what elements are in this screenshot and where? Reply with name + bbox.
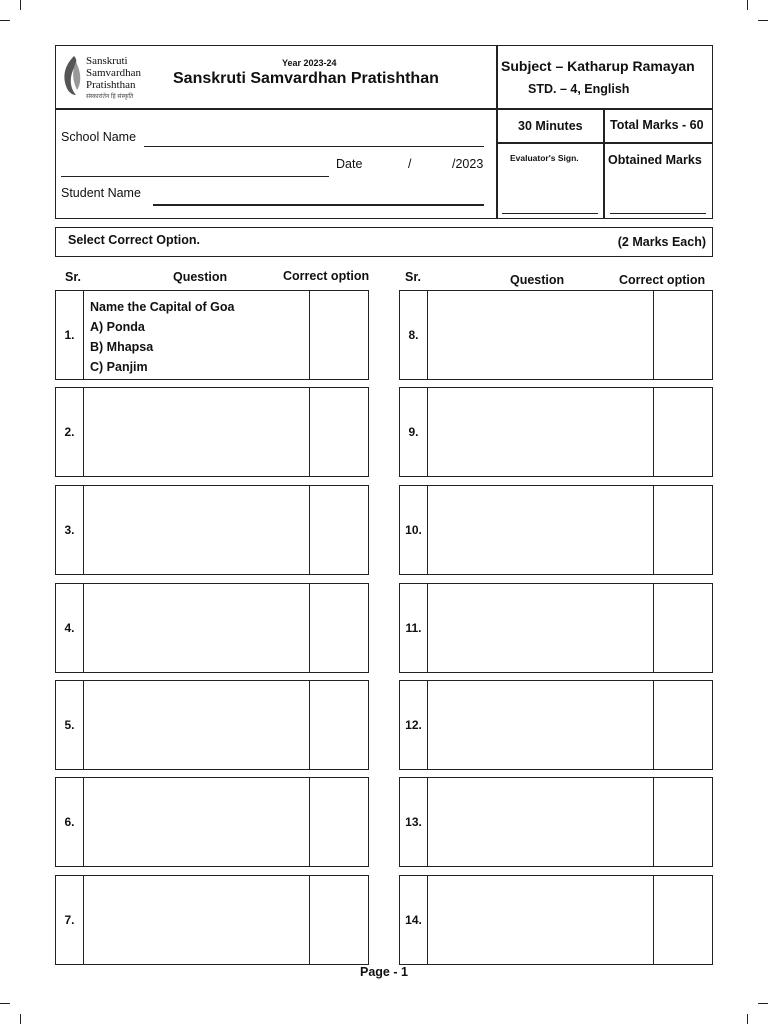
crop-mark — [747, 1014, 748, 1024]
col-correct-left: Correct option — [283, 269, 370, 283]
crop-mark — [0, 20, 10, 21]
col-question-right: Question — [510, 273, 565, 287]
obtained-marks-label: Obtained Marks — [608, 153, 702, 167]
col-correct-right: Correct option — [619, 273, 706, 287]
answer-cell[interactable] — [653, 486, 712, 574]
answer-cell[interactable] — [309, 681, 368, 769]
school-name-label: School Name — [61, 130, 137, 144]
question-box — [399, 583, 713, 673]
question-box — [399, 485, 713, 575]
question-box — [399, 680, 713, 770]
school-name-line[interactable] — [144, 146, 484, 147]
instruction-bar — [55, 227, 713, 257]
answer-cell[interactable] — [309, 778, 368, 866]
duration-label: 30 Minutes — [518, 119, 583, 133]
question-number: 11. — [400, 584, 428, 672]
answer-cell[interactable] — [309, 876, 368, 964]
question-number: 9. — [400, 388, 428, 476]
answer-cell[interactable] — [653, 291, 712, 379]
question-number: 1. — [56, 291, 84, 379]
logo-text: Sanskruti Samvardhan Pratishthan — [86, 55, 141, 91]
year-label: Year 2023-24 — [282, 58, 337, 68]
col-question-left: Question — [173, 270, 228, 284]
question-box — [55, 875, 369, 965]
question-number: 6. — [56, 778, 84, 866]
col-sr-right: Sr. — [405, 270, 421, 284]
page-number: Page - 1 — [360, 965, 408, 979]
question-line: C) Panjim — [90, 360, 148, 374]
question-number: 8. — [400, 291, 428, 379]
answer-cell[interactable] — [653, 876, 712, 964]
question-box — [55, 387, 369, 477]
question-number: 14. — [400, 876, 428, 964]
answer-cell[interactable] — [309, 388, 368, 476]
question-box — [55, 680, 369, 770]
marks-each: (2 Marks Each) — [617, 235, 706, 249]
question-box — [399, 387, 713, 477]
divider — [603, 108, 605, 218]
crop-mark — [20, 0, 21, 10]
answer-cell[interactable] — [309, 584, 368, 672]
student-name-line[interactable] — [153, 204, 484, 206]
question-box — [55, 777, 369, 867]
logo-tagline: संस्कारांतेन हि संस्कृति — [86, 94, 134, 100]
question-line: Name the Capital of Goa — [90, 300, 235, 314]
crop-mark — [758, 1003, 768, 1004]
answer-cell[interactable] — [653, 584, 712, 672]
date-label: Date — [336, 157, 363, 171]
subject-label: Subject – Katharup Ramayan — [501, 58, 695, 74]
question-number: 4. — [56, 584, 84, 672]
question-number: 10. — [400, 486, 428, 574]
crop-mark — [20, 1014, 21, 1024]
question-number: 2. — [56, 388, 84, 476]
question-box — [55, 290, 369, 380]
crop-mark — [747, 0, 748, 10]
instruction-text: Select Correct Option. — [68, 233, 200, 247]
school-name-line-2[interactable] — [61, 176, 329, 177]
date-slash[interactable]: / — [408, 157, 412, 171]
question-number: 3. — [56, 486, 84, 574]
header-box — [55, 45, 713, 219]
question-line: B) Mhapsa — [90, 340, 154, 354]
student-name-label: Student Name — [61, 186, 141, 200]
divider — [496, 142, 712, 144]
evaluator-sign-label: Evaluator's Sign. — [510, 153, 579, 163]
answer-cell[interactable] — [309, 291, 368, 379]
flame-logo-icon — [60, 54, 84, 96]
divider — [56, 108, 712, 110]
question-box — [55, 583, 369, 673]
crop-mark — [0, 1003, 10, 1004]
question-number: 5. — [56, 681, 84, 769]
question-box — [55, 485, 369, 575]
question-box — [399, 777, 713, 867]
total-marks-label: Total Marks - 60 — [610, 118, 704, 132]
answer-cell[interactable] — [653, 681, 712, 769]
org-name: Sanskruti Samvardhan Pratishthan — [173, 70, 439, 87]
obtained-marks-line[interactable] — [610, 213, 706, 214]
question-box — [399, 875, 713, 965]
question-box — [399, 290, 713, 380]
question-line: A) Ponda — [90, 320, 145, 334]
crop-mark — [758, 20, 768, 21]
logo — [60, 52, 150, 102]
question-number: 13. — [400, 778, 428, 866]
answer-cell[interactable] — [653, 778, 712, 866]
std-label: STD. – 4, English — [528, 82, 630, 96]
question-text — [90, 297, 234, 377]
date-year[interactable]: /2023 — [452, 157, 484, 171]
answer-cell[interactable] — [653, 388, 712, 476]
evaluator-sign-line[interactable] — [502, 213, 598, 214]
question-number: 7. — [56, 876, 84, 964]
answer-cell[interactable] — [309, 486, 368, 574]
divider — [496, 46, 498, 218]
col-sr-left: Sr. — [65, 270, 81, 284]
question-number: 12. — [400, 681, 428, 769]
